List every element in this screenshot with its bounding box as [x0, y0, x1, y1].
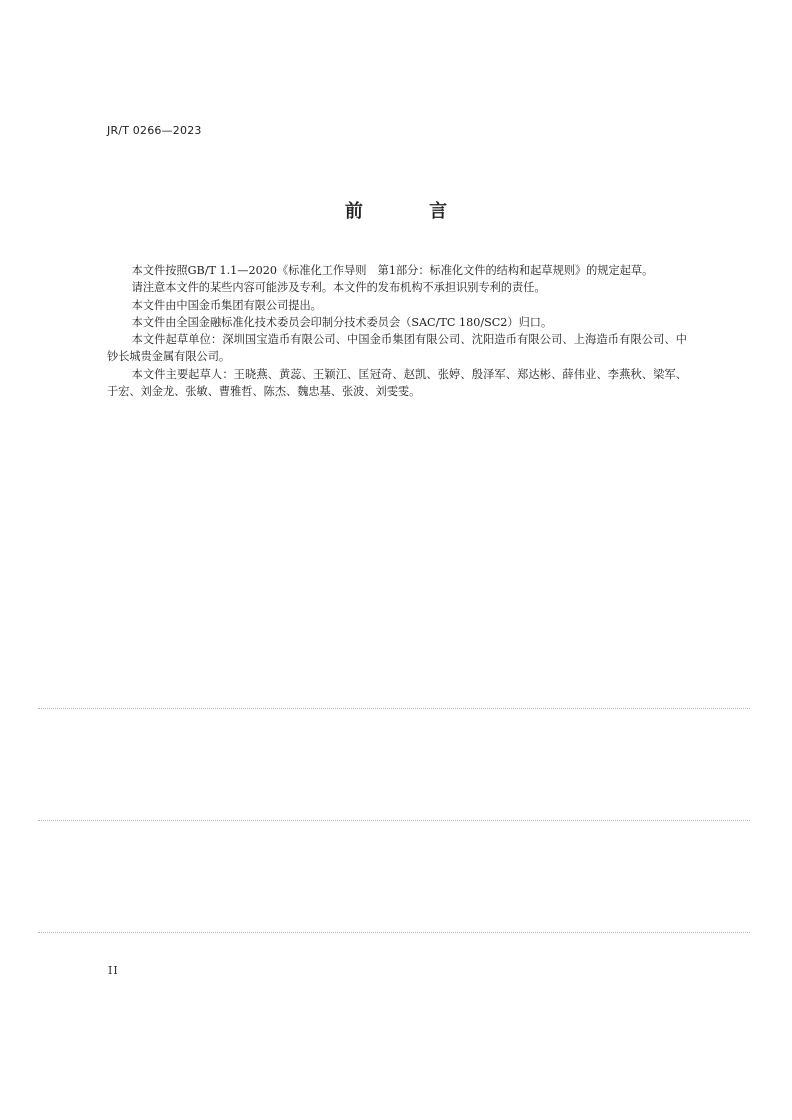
dotted-divider: [38, 708, 750, 709]
paragraph-drafting-units: 本文件起草单位：深圳国宝造币有限公司、中国金币集团有限公司、沈阳造币有限公司、上海造币有限公司、中钞长城贵金属有限公司。: [107, 333, 687, 364]
paragraph-drafting-rules: 本文件按照GB/T 1.1—2020《标准化工作导则 第1部分：标准化文件的结构和起草规则》的规定起草。: [131, 264, 654, 277]
dotted-divider: [38, 932, 750, 933]
paragraph-proposer: 本文件由中国金币集团有限公司提出。: [131, 298, 322, 312]
paragraph-drafters: 本文件主要起草人：王晓燕、黄蕊、王颖江、匡冠奇、赵凯、张婷、殷泽军、郑达彬、薛伟业、李燕秋、梁军、于宏、刘金龙、张敏、曹雅哲、陈杰、魏忠基、张波、刘雯雯。: [107, 367, 687, 399]
dotted-divider: [38, 820, 750, 821]
paragraph-patent-notice: 请注意本文件的某些内容可能涉及专利。本文件的发布机构不承担识别专利的责任。: [131, 281, 546, 295]
page-number: II: [108, 964, 119, 977]
paragraph-committee: 本文件由全国金融标准化技术委员会印制分技术委员会（SAC/TC 180/SC2）归口。: [131, 315, 553, 329]
page-title: 前 言: [344, 201, 478, 222]
foreword-body: [107, 262, 687, 400]
document-id-header: JR/T 0266—2023: [107, 124, 202, 137]
